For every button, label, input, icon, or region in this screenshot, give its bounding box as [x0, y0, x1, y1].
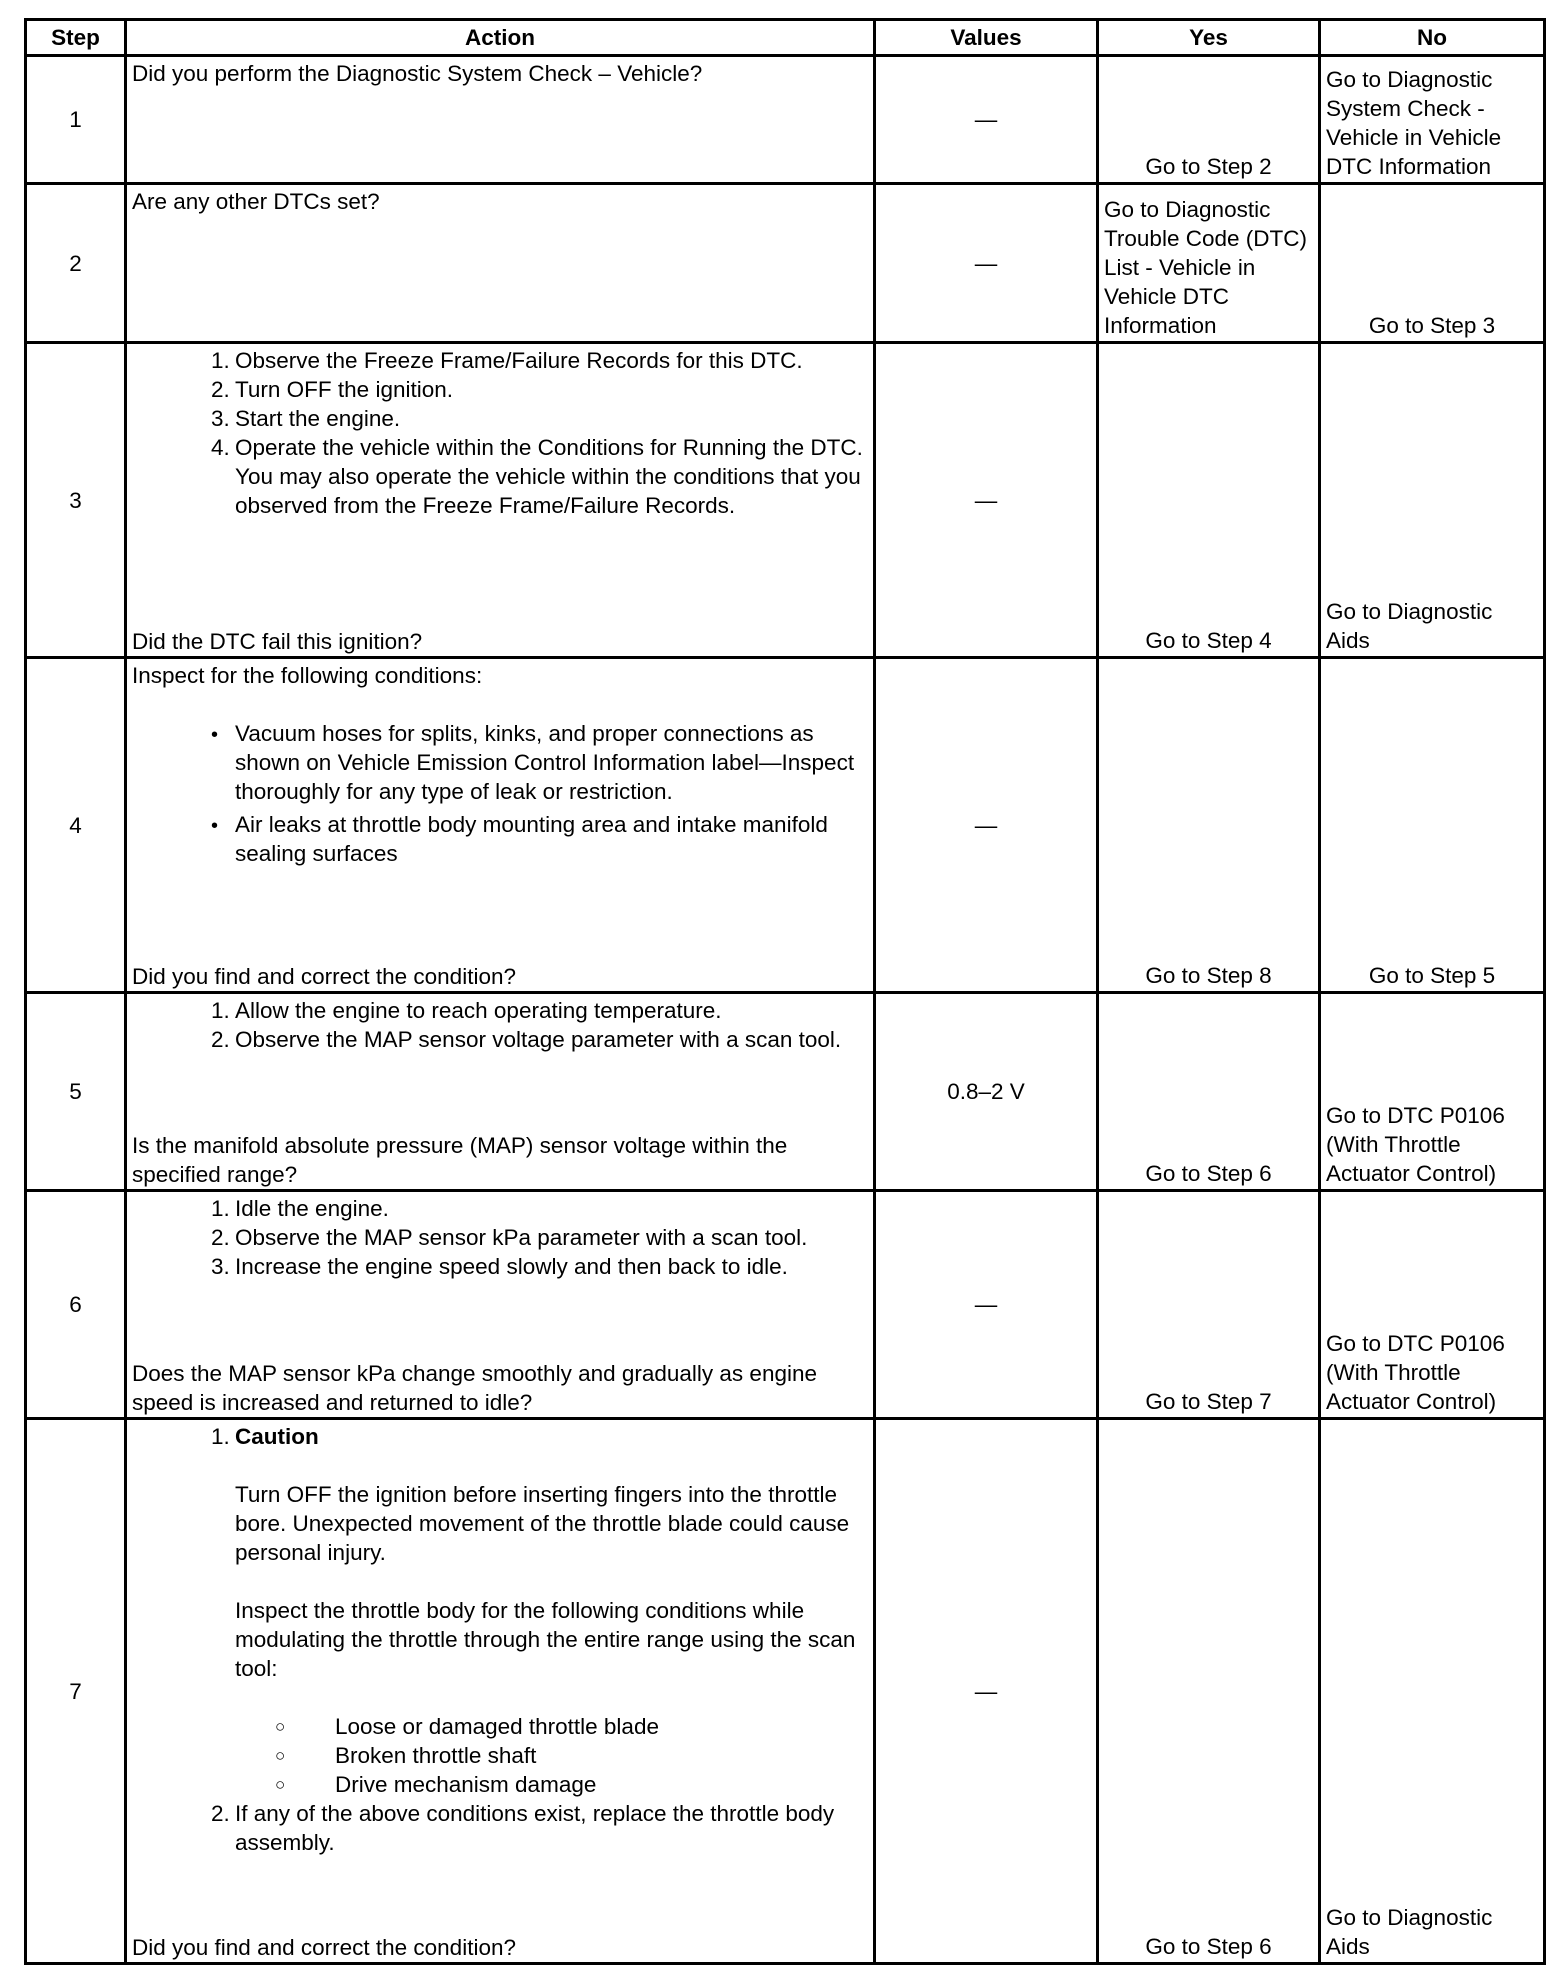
spacer	[132, 1281, 868, 1359]
action-question: Did you find and correct the condition?	[132, 1935, 516, 1960]
circle-bullet: ○	[275, 1775, 286, 1794]
header-values: Values	[875, 20, 1098, 56]
list-item	[132, 810, 868, 868]
step-number: 5	[26, 993, 126, 1191]
yes-wrapper	[1099, 57, 1318, 182]
item-text: Idle the engine.	[235, 1196, 389, 1221]
spacer	[132, 88, 868, 182]
yes-cell	[1098, 56, 1320, 184]
list-item-text	[235, 404, 868, 433]
no-cell	[1320, 56, 1545, 184]
action-content	[127, 659, 873, 991]
list-item-text	[235, 1422, 868, 1799]
sub-item-text: Broken throttle shaft	[335, 1743, 537, 1768]
list-marker: •	[211, 724, 219, 746]
action-text: Inspect for the following conditions:	[132, 663, 483, 688]
numbered-list	[132, 1194, 868, 1281]
no-wrapper	[1321, 57, 1543, 182]
action-question: Is the manifold absolute pressure (MAP) sensor voltage within the specified range?	[132, 1133, 788, 1187]
step-number: 1	[26, 56, 126, 184]
no-wrapper	[1321, 344, 1543, 656]
circle-bullet: ○	[275, 1746, 286, 1765]
no-link[interactable]: Go to Step 5	[1368, 963, 1496, 988]
list-item-text	[235, 346, 868, 375]
no-cell	[1320, 1191, 1545, 1419]
list-marker: 1.	[211, 998, 230, 1023]
bullet-list	[132, 719, 868, 868]
yes-cell	[1098, 1419, 1320, 1964]
action-content	[127, 994, 873, 1189]
no-wrapper	[1321, 1192, 1543, 1417]
sub-item-text: Drive mechanism damage	[335, 1772, 597, 1797]
action-content	[127, 1192, 873, 1417]
header-row	[26, 20, 1545, 56]
sub-list-item	[235, 1741, 868, 1770]
list-item-text	[235, 433, 868, 520]
value-cell: 0.8–2 V	[875, 993, 1098, 1191]
spacer	[132, 216, 868, 341]
no-cell	[1320, 1419, 1545, 1964]
value-cell: —	[875, 1191, 1098, 1419]
list-item-text	[235, 810, 868, 868]
yes-wrapper	[1099, 344, 1318, 656]
list-item	[132, 346, 868, 375]
yes-cell	[1098, 184, 1320, 343]
list-item-text	[235, 996, 868, 1025]
value-cell: —	[875, 184, 1098, 343]
list-marker: 1.	[211, 1196, 230, 1221]
spacer	[132, 1857, 868, 1933]
no-link[interactable]: Go to DTC P0106 (With Throttle Actuator Control)	[1326, 1103, 1505, 1186]
sub-list-item	[235, 1770, 868, 1799]
no-wrapper	[1321, 185, 1543, 341]
list-marker: •	[211, 815, 219, 837]
step-number: 4	[26, 658, 126, 993]
value-cell: —	[875, 343, 1098, 658]
no-link[interactable]: Go to Diagnostic Aids	[1326, 599, 1493, 653]
table-row	[26, 343, 1545, 658]
header-action: Action	[126, 20, 875, 56]
list-marker: 2.	[211, 1027, 230, 1052]
yes-cell	[1098, 993, 1320, 1191]
diagnostic-table	[24, 18, 1546, 1965]
sub-item-text: Loose or damaged throttle blade	[335, 1714, 659, 1739]
list-item	[132, 375, 868, 404]
list-item	[132, 1252, 868, 1281]
sub-list-item	[235, 1712, 868, 1741]
yes-cell	[1098, 343, 1320, 658]
list-item	[132, 1025, 868, 1054]
list-item	[132, 996, 868, 1025]
yes-wrapper	[1099, 994, 1318, 1189]
header-yes: Yes	[1098, 20, 1320, 56]
list-item	[132, 1799, 868, 1857]
list-item-text	[235, 719, 868, 806]
table-row	[26, 184, 1545, 343]
list-item-text	[235, 1252, 868, 1281]
spacer	[132, 868, 868, 962]
item-text: If any of the above conditions exist, replace the throttle body assembly.	[235, 1801, 835, 1855]
list-marker: 1.	[211, 348, 230, 373]
no-wrapper	[1321, 1420, 1543, 1962]
table-row	[26, 1419, 1545, 1964]
no-link[interactable]: Go to DTC P0106 (With Throttle Actuator Control)	[1326, 1331, 1505, 1414]
yes-link[interactable]: Go to Step 2	[1145, 154, 1272, 179]
no-wrapper	[1321, 994, 1543, 1189]
table-row	[26, 56, 1545, 184]
action-question: Does the MAP sensor kPa change smoothly and gradually as engine speed is increased and returned to idle?	[132, 1361, 817, 1415]
item-text: Start the engine.	[235, 406, 401, 431]
action-text: Are any other DTCs set?	[132, 189, 380, 214]
action-text: Did you perform the Diagnostic System Check – Vehicle?	[132, 61, 703, 86]
numbered-list	[132, 996, 868, 1054]
yes-link[interactable]: Go to Step 4	[1145, 628, 1272, 653]
value-cell: —	[875, 56, 1098, 184]
no-cell	[1320, 658, 1545, 993]
action-question: Did the DTC fail this ignition?	[132, 629, 423, 654]
yes-cell	[1098, 1191, 1320, 1419]
yes-link[interactable]: Go to Step 6	[1145, 1161, 1272, 1186]
no-cell	[1320, 993, 1545, 1191]
numbered-list	[132, 346, 868, 520]
list-marker: 2.	[211, 1801, 230, 1826]
step-number: 2	[26, 184, 126, 343]
yes-wrapper	[1099, 1192, 1318, 1417]
step-number: 7	[26, 1419, 126, 1964]
action-cell	[126, 343, 875, 658]
item-text: Observe the MAP sensor kPa parameter with a scan tool.	[235, 1225, 808, 1250]
list-marker: 3.	[211, 1254, 230, 1279]
item-text: Operate the vehicle within the Conditions for Running the DTC. You may also operate the vehicle within the conditions that you observed from the Freeze Frame/Failure Records.	[235, 435, 863, 518]
list-marker: 2.	[211, 377, 230, 402]
yes-wrapper	[1099, 659, 1318, 991]
spacer	[132, 690, 868, 719]
action-cell	[126, 184, 875, 343]
item-text: Observe the MAP sensor voltage parameter with a scan tool.	[235, 1027, 842, 1052]
spacer	[132, 1054, 868, 1131]
action-question: Did you find and correct the condition?	[132, 964, 516, 989]
numbered-list	[132, 1422, 868, 1857]
item-text: Increase the engine speed slowly and then back to idle.	[235, 1254, 788, 1279]
list-item	[132, 1194, 868, 1223]
no-wrapper	[1321, 659, 1543, 991]
step-number: 3	[26, 343, 126, 658]
list-item-text	[235, 1223, 868, 1252]
item-text: Air leaks at throttle body mounting area and intake manifold sealing surfaces	[235, 812, 828, 866]
no-cell	[1320, 184, 1545, 343]
list-item-text	[235, 1799, 868, 1857]
table-row	[26, 658, 1545, 993]
action-content	[127, 185, 873, 341]
spacer	[132, 520, 868, 627]
action-cell	[126, 56, 875, 184]
list-item	[132, 1422, 868, 1799]
action-content	[127, 344, 873, 656]
list-item	[132, 433, 868, 520]
item-text: Vacuum hoses for splits, kinks, and proper connections as shown on Vehicle Emission Control Information label—Inspect thoroughly for any type of leak or restriction.	[235, 721, 855, 804]
item-text: Observe the Freeze Frame/Failure Records for this DTC.	[235, 348, 803, 373]
list-marker: 1.	[211, 1424, 230, 1449]
list-marker: 2.	[211, 1225, 230, 1250]
yes-cell	[1098, 658, 1320, 993]
action-cell	[126, 1191, 875, 1419]
no-link[interactable]: Go to Step 3	[1368, 313, 1496, 338]
list-marker: 4.	[211, 435, 230, 460]
value-cell: —	[875, 658, 1098, 993]
list-marker: 3.	[211, 406, 230, 431]
action-content	[127, 1420, 873, 1962]
circle-bullet: ○	[275, 1717, 286, 1736]
list-item-text	[235, 375, 868, 404]
action-cell	[126, 993, 875, 1191]
list-item	[132, 719, 868, 806]
list-item	[132, 404, 868, 433]
caution-paragraph: Inspect the throttle body for the following conditions while modulating the throttle through the entire range using the scan tool:	[235, 1598, 856, 1681]
table-row	[26, 1191, 1545, 1419]
action-content	[127, 57, 873, 182]
no-link[interactable]: Go to Diagnostic System Check - Vehicle in Vehicle DTC Information	[1326, 67, 1502, 179]
caution-paragraph: Turn OFF the ignition before inserting fingers into the throttle bore. Unexpected movement of the throttle blade could cause personal injury.	[235, 1482, 850, 1565]
header-step: Step	[26, 20, 126, 56]
step-number: 6	[26, 1191, 126, 1419]
yes-link[interactable]: Go to Diagnostic Trouble Code (DTC) List - Vehicle in Vehicle DTC Information	[1104, 197, 1307, 338]
no-link[interactable]: Go to Diagnostic Aids	[1326, 1905, 1493, 1959]
yes-link[interactable]: Go to Step 6	[1145, 1934, 1272, 1959]
value-cell: —	[875, 1419, 1098, 1964]
item-text: Allow the engine to reach operating temperature.	[235, 998, 722, 1023]
item-text: Turn OFF the ignition.	[235, 377, 454, 402]
list-item	[132, 1223, 868, 1252]
action-cell	[126, 658, 875, 993]
table-row	[26, 993, 1545, 1191]
no-cell	[1320, 343, 1545, 658]
action-cell	[126, 1419, 875, 1964]
yes-wrapper	[1099, 1420, 1318, 1962]
yes-link[interactable]: Go to Step 8	[1145, 963, 1272, 988]
list-item-text	[235, 1194, 868, 1223]
yes-link[interactable]: Go to Step 7	[1145, 1389, 1272, 1414]
yes-wrapper	[1099, 185, 1318, 341]
list-item-text	[235, 1025, 868, 1054]
sub-list	[235, 1712, 868, 1799]
caution-title: Caution	[235, 1424, 319, 1449]
header-no: No	[1320, 20, 1545, 56]
